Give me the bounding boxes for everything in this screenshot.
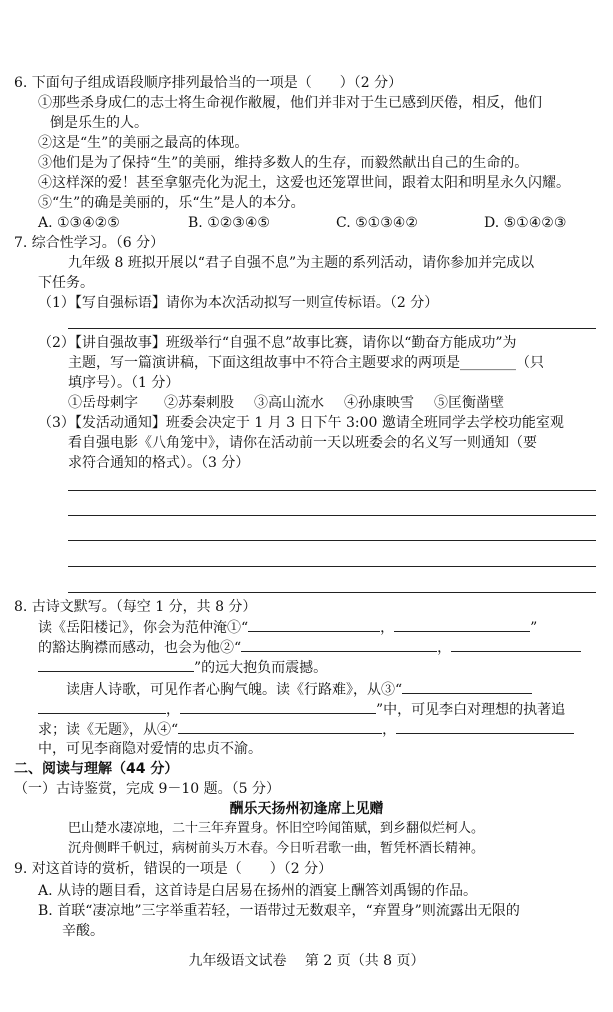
q6-sentence-5: ⑤“生”的确是美丽的，乐“生”是人的本分。 — [38, 195, 305, 211]
q8-line-1-quote: ” — [530, 620, 538, 636]
q7-task-3-answer-line-1[interactable] — [68, 490, 596, 491]
q7-task-1: （1）【写自强标语】请你为本次活动拟写一则宣传标语。（2 分） — [38, 295, 439, 311]
q7-task-1-answer-line[interactable] — [68, 328, 596, 329]
q8-blank-4a[interactable] — [178, 720, 382, 734]
q6-stem: 6. 下面句子组成语段顺序排列最恰当的一项是（ ）（2 分） — [14, 75, 403, 91]
q8-line-4 — [66, 680, 532, 699]
q9-option-b-cont: 辛酸。 — [62, 923, 104, 939]
q7-task-2-item-2: ②苏秦刺股 — [164, 395, 234, 411]
q8-line-7: 中，可见李商隐对爱情的忠贞不渝。 — [38, 741, 262, 757]
q8-blank-2a[interactable] — [241, 638, 437, 652]
q7-task-2: （2）【讲自强故事】班级举行“自强不息”故事比赛，请你以“勤奋方能成功”为 — [38, 335, 517, 351]
q8-line-6 — [38, 720, 574, 739]
q7-task-3-cont2: 求符合通知的格式）。（3 分） — [68, 455, 250, 471]
q7-task-2-item-5: ⑤匡衡凿壁 — [434, 395, 504, 411]
q8-line-4-text: 读唐人诗歌，可见作者心胸气魄。读《行路难》，从③“ — [66, 682, 403, 698]
q8-line-5-text: ”中，可见李白对理想的执著追 — [376, 702, 566, 718]
q8-line-3 — [38, 658, 327, 677]
q8-line-2-comma: ， — [437, 640, 452, 656]
q7-intro: 九年级 8 班拟开展以“君子自强不息”为主题的系列活动，请你参加并完成以 — [68, 255, 535, 271]
part2-heading: 二、阅读与理解（44 分） — [14, 761, 179, 777]
q8-blank-1a[interactable] — [248, 618, 380, 632]
q9-option-b[interactable]: B. 首联“凄凉地”三字举重若轻，一语带过无数艰辛，“弃置身”则流露出无限的 — [38, 903, 520, 919]
q6-sentence-4: ④这样深的爱！甚至拿躯壳化为泥土，这爱也还笼罩世间，跟着太阳和明星永久闪耀。 — [38, 175, 570, 191]
q8-blank-3c[interactable] — [180, 700, 376, 714]
q8-line-5-comma: ， — [166, 702, 180, 718]
q8-line-2-text: 的豁达胸襟而感动，也会为他②“ — [38, 640, 242, 656]
poem-line-1: 巴山楚水凄凉地，二十三年弃置身。怀旧空吟闻笛赋，到乡翻似烂柯人。 — [68, 821, 485, 836]
q8-blank-3a[interactable] — [402, 680, 532, 694]
q9-stem: 9. 对这首诗的赏析，错误的一项是（ ）（2 分） — [14, 861, 333, 877]
poem-title: 酬乐天扬州初逢席上见赠 — [229, 801, 384, 817]
poem-line-2: 沉舟侧畔千帆过，病树前头万木春。今日听君歌一曲，暂凭杯酒长精神。 — [68, 841, 485, 856]
q7-intro-cont: 下任务。 — [38, 275, 94, 291]
q7-task-2-item-1: ①岳母刺字 — [68, 395, 138, 411]
q8-line-6-text: 求；读《无题》，从④“ — [38, 722, 179, 738]
q8-line-1-comma: ， — [380, 620, 395, 636]
q7-task-3-answer-line-2[interactable] — [68, 515, 596, 516]
q8-blank-2b[interactable] — [451, 638, 581, 652]
q9-option-a[interactable]: A. 从诗的题目看，这首诗是白居易在扬州的酒宴上酬答刘禹锡的作品。 — [38, 883, 478, 899]
q8-blank-2c[interactable] — [38, 658, 194, 672]
q6-sentence-1-cont: 倒是乐生的人。 — [50, 115, 148, 131]
q7-task-2-cont: 主题，写一篇演讲稿，下面这组故事中不符合主题要求的两项是________（只 — [68, 355, 544, 371]
q8-stem: 8. 古诗文默写。（每空 1 分，共 8 分） — [14, 599, 257, 615]
q8-blank-1b[interactable] — [394, 618, 530, 632]
q6-option-c[interactable]: C. ⑤①③④② — [336, 215, 418, 231]
q8-line-6-comma: ， — [382, 722, 397, 738]
q7-task-2-item-4: ④孙康映雪 — [344, 395, 414, 411]
q7-task-2-cont2: 填序号）。（1 分） — [68, 375, 180, 391]
q7-task-3: （3）【发活动通知】班委会决定于 1 月 3 日下午 3:00 邀请全班同学去学校功能室观 — [38, 415, 564, 431]
q8-line-1-text: 读《岳阳楼记》，你会为范仲淹①“ — [38, 620, 249, 636]
q7-task-3-answer-line-4[interactable] — [68, 566, 596, 567]
part2-sub1: （一）古诗鉴赏，完成 9－10 题。（5 分） — [14, 781, 280, 797]
q6-option-b[interactable]: B. ①②③④⑤ — [188, 215, 270, 231]
q8-line-1 — [38, 618, 537, 637]
q6-sentence-1: ①那些杀身成仁的志士将生命视作敝履，他们并非对于生已感到厌倦，相反，他们 — [38, 95, 542, 111]
q8-line-3-text: ”的远大抱负而震撼。 — [194, 660, 328, 676]
q7-stem: 7. 综合性学习。（6 分） — [14, 235, 165, 251]
q7-task-3-cont: 看自强电影《八角笼中》，请你在活动前一天以班委会的名义写一则通知（要 — [68, 435, 537, 451]
q6-option-d[interactable]: D. ⑤①④②③ — [484, 215, 567, 231]
q8-line-5 — [38, 700, 565, 719]
q8-line-2 — [38, 638, 581, 657]
page-footer: 九年级语文试卷 第 2 页（共 8 页） — [188, 953, 425, 969]
q8-blank-3b[interactable] — [38, 700, 166, 714]
q7-task-2-item-3: ③高山流水 — [254, 395, 324, 411]
q6-option-a[interactable]: A. ①③④②⑤ — [38, 215, 120, 231]
q8-blank-4b[interactable] — [396, 720, 574, 734]
q7-task-3-answer-line-5[interactable] — [68, 592, 596, 593]
q7-task-3-answer-line-3[interactable] — [68, 540, 596, 541]
q6-sentence-2: ②这是“生”的美丽之最高的体现。 — [38, 135, 249, 151]
q6-sentence-3: ③他们是为了保持“生”的美丽，维持多数人的生存，而毅然献出自己的生命的。 — [38, 155, 529, 171]
